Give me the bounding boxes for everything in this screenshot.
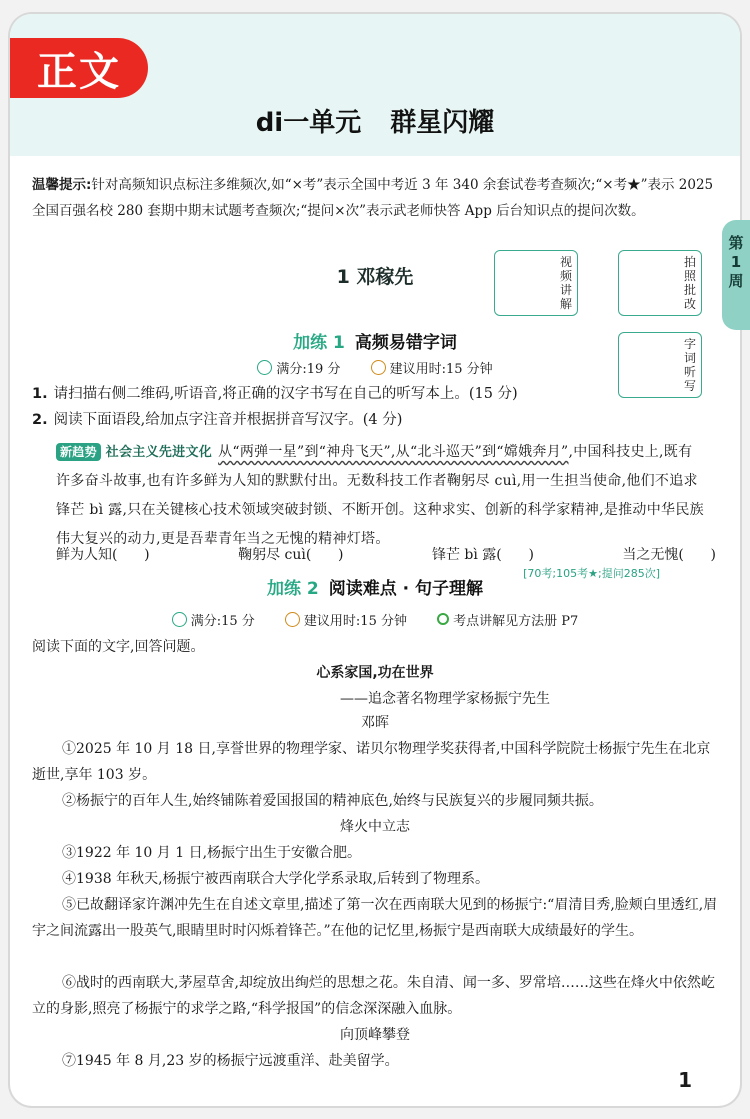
clock-icon [371, 360, 386, 375]
section1-meta [10, 358, 740, 377]
link-icon [437, 613, 449, 625]
question-number: 1. [32, 386, 48, 402]
section2-ref[interactable]: 考点讲解见方法册 P7 [453, 614, 579, 629]
score-icon [172, 612, 187, 627]
section2-meta [10, 610, 740, 629]
section-badge: 正文 [10, 38, 148, 98]
question-1 [32, 382, 518, 403]
subheading-1: 烽火中立志 [340, 819, 410, 835]
section2-name: 阅读难点 · 句子理解 [328, 579, 484, 599]
section1-title [10, 328, 740, 353]
paragraph-7: ⑦1945 年 8 月,23 岁的杨振宁远渡重洋、赴美留学。 [62, 1053, 399, 1069]
passage-body: ,中国科技史上,既有许多奋斗故事,也有许多鲜为人知的默默付出。无数科技工作者鞠躬尽 cuì,用一生担当使命,他们不追求锋芒 bì 露,只在关键核心技术领域突破封锁、不断开创。这种求实、创新的科学家精神,是推动中华民族伟大复兴的动力,更是吾辈青年当之无愧的精神灯塔。 [56, 444, 704, 547]
unit-name: 群星闪耀 [390, 108, 495, 138]
page-number: 1 [678, 1068, 692, 1092]
page [10, 14, 740, 1106]
blank-4[interactable]: 当之无愧( ) [622, 547, 716, 563]
section1-name: 高频易错字词 [354, 333, 457, 353]
section1-score: 满分:19 分 [276, 362, 341, 377]
question-2 [32, 408, 402, 429]
week-tab-char: 第 [728, 234, 744, 252]
section1-time: 建议用时:15 分钟 [389, 362, 493, 377]
blank-3[interactable]: 锋芒 bì 露( ) [431, 547, 534, 563]
trend-tag-text: 社会主义先进文化 [105, 445, 213, 460]
question-text: 阅读下面语段,给加点字注音并根据拼音写汉字。(4 分) [53, 412, 403, 428]
score-icon [257, 360, 272, 375]
paragraph-6: ⑥战时的西南联大,茅屋草舍,却绽放出绚烂的思想之花。朱自清、闻一多、罗常培……这些在烽火中依然屹立的身影,照亮了杨振宁的求学之路,“科学报国”的信念深深融入血脉。 [32, 975, 715, 1017]
dictation-label: 字词听写 [683, 337, 696, 393]
reading-instruction: 阅读下面的文字,回答问题。 [32, 639, 205, 655]
tip-box [32, 172, 722, 224]
answer-blanks [56, 544, 716, 564]
photo-grade-box[interactable] [618, 250, 702, 316]
lesson-title: 1 邓稼先 [336, 266, 414, 288]
paragraph-1: ①2025 年 10 月 18 日,享誉世界的物理学家、诺贝尔物理学奖获得者,中国科学院院士杨振宁先生在北京逝世,享年 103 岁。 [32, 741, 711, 783]
blank-1[interactable]: 鲜为人知( ) [56, 547, 150, 563]
paragraph-4: ④1938 年秋天,杨振宁被西南联合大学化学系录取,后转到了物理系。 [62, 871, 489, 887]
passage [56, 438, 706, 554]
frequency-note: [70考;105考★;提问285次] [523, 567, 660, 580]
clock-icon [285, 612, 300, 627]
section2-label: 加练 2 [266, 579, 319, 599]
week-tab-char: 周 [728, 272, 744, 290]
question-number: 2. [32, 412, 48, 428]
article-subtitle: ——追念著名物理学家杨振宁先生 [340, 691, 550, 707]
photo-grade-label: 拍照批改 [683, 255, 696, 311]
article-author: 邓晖 [361, 715, 389, 731]
section2-time: 建议用时:15 分钟 [303, 614, 407, 629]
paragraph-2: ②杨振宁的百年人生,始终铺陈着爱国报国的精神底色,始终与民族复兴的步履同频共振。 [62, 793, 603, 809]
unit-label: di一单元 [255, 108, 362, 138]
trend-tag: 新趋势 [56, 443, 101, 461]
subheading-2: 向顶峰攀登 [340, 1027, 410, 1043]
section2-score: 满分:15 分 [190, 614, 255, 629]
video-explain-label: 视频讲解 [559, 255, 572, 311]
unit-title [10, 102, 740, 139]
tip-text: 针对高频知识点标注多维频次,如“×考”表示全国中考近 3 年 340 余套试卷考查频次;“×考★”表示 2025 全国百强名校 280 套期中期末试题考查频次;“提问×次”表示武老师快答 App 后台知识点的提问次数。 [32, 177, 714, 219]
paragraph-3: ③1922 年 10 月 1 日,杨振宁出生于安徽合肥。 [62, 845, 362, 861]
video-explain-box[interactable] [494, 250, 578, 316]
week-tab-char: 1 [730, 253, 742, 271]
paragraph-5: ⑤已故翻译家许渊冲先生在自述文章里,描述了第一次在西南联大见到的杨振宁:“眉清目秀,脸颊白里透红,眉宇之间流露出一股英气,眼睛里时时闪烁着锋芒。”在他的记忆里,杨振宁是西南联大成绩最好的学生。 [32, 897, 718, 939]
week-tab[interactable] [722, 220, 750, 330]
section2-title [10, 574, 740, 599]
passage-highlight: 从“两弹一星”到“神舟飞天”,从“北斗巡天”到“嫦娥奔月” [218, 444, 569, 460]
section1-label: 加练 1 [293, 333, 345, 353]
article-title: 心系家国,功在世界 [316, 665, 434, 681]
blank-2[interactable]: 鞠躬尽 cuì( ) [238, 547, 344, 563]
question-text: 请扫描右侧二维码,听语音,将正确的汉字书写在自己的听写本上。(15 分) [53, 386, 518, 402]
tip-label: 温馨提示: [32, 177, 92, 193]
